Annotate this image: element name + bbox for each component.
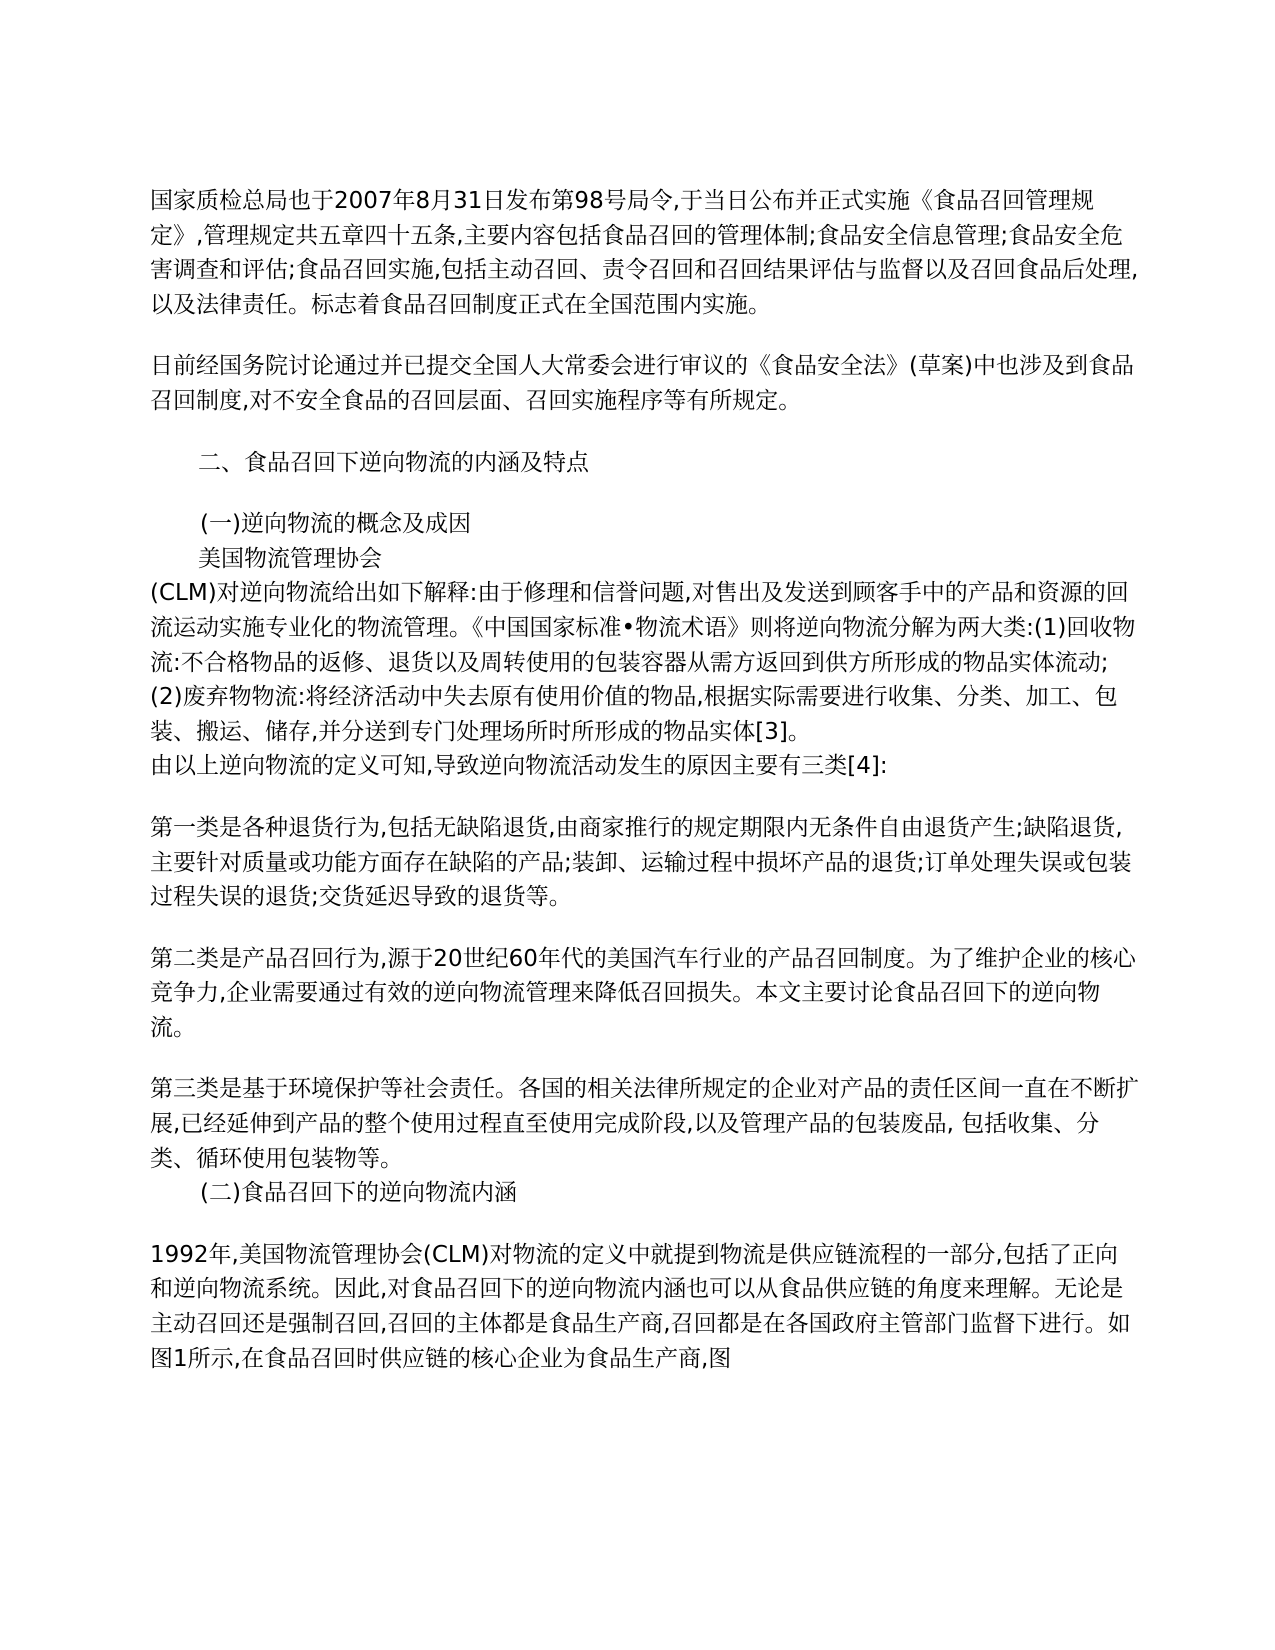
paragraph-gap (150, 419, 1140, 446)
paragraph-gap (150, 322, 1140, 349)
paragraph-supply-chain: 1992年,美国物流管理协会(CLM)对物流的定义中就提到物流是供应链流程的一部分,包括了正向和逆向物流系统。因此,对食品召回下的逆向物流内涵也可以从食品供应链的角度来理解。无论是主动召回还是强制召回,召回的主体都是食品生产商,召回都是在各国政府主管部门监督下进行。如图1所示,在食品召回时供应链的核心企业为食品生产商,图 (150, 1241, 1131, 1372)
paragraph-food-safety-law: 日前经国务院讨论通过并已提交全国人大常委会进行审议的《食品安全法》(草案)中也涉及到食品召回制度,对不安全食品的召回层面、召回实施程序等有所规定。 (150, 353, 1134, 414)
paragraph-causes-intro: 由以上逆向物流的定义可知,导致逆向物流活动发生的原因主要有三类[4]: (150, 753, 888, 780)
paragraph-gap (150, 1045, 1140, 1072)
subsection-heading-2-1: (一)逆向物流的概念及成因 (200, 511, 471, 538)
paragraph-gap (150, 915, 1140, 942)
paragraph-regulation: 国家质检总局也于2007年8月31日发布第98号局令,于当日公布并正式实施《食品召回管理规定》,管理规定共五章四十五条,主要内容包括食品召回的管理体制;食品安全信息管理;食品安全危害调查和评估;食品召回实施,包括主动召回、责令召回和召回结果评估与监督以及召回食品后处理,以及法律责任。标志着食品召回制度正式在全国范围内实施。 (150, 188, 1139, 318)
paragraph-cause-environment: 第三类是基于环境保护等社会责任。各国的相关法律所规定的企业对产品的责任区间一直在不断扩展,已经延伸到产品的整个使用过程直至使用完成阶段,以及管理产品的包装废品, 包括收集、分类、循环使用包装物等。 (150, 1076, 1139, 1172)
section-heading-2: 二、食品召回下逆向物流的内涵及特点 (198, 449, 589, 476)
paragraph-reverse-logistics-definition: (CLM)对逆向物流给出如下解释:由于修理和信誉问题,对售出及发送到顾客手中的产品和资源的回流运动实施专业化的物流管理。《中国国家标准•物流术语》则将逆向物流分解为两大类:(1)回收物流:不合格物品的返修、退货以及周转使用的包装容器从需方返回到供方所形成的物品实体流动;(2)废弃物物流:将经济活动中失去原有使用价值的物品,根据实际需要进行收集、分类、加工、包装、搬运、储存,并分送到专门处理场所时所形成的物品实体[3]。 (150, 580, 1136, 745)
paragraph-gap (150, 784, 1140, 811)
paragraph-cause-returns: 第一类是各种退货行为,包括无缺陷退货,由商家推行的规定期限内无条件自由退货产生;缺陷退货,主要针对质量或功能方面存在缺陷的产品;装卸、运输过程中损坏产品的退货;订单处理失误或包装过程失误的退货;交货延迟导致的退货等。 (150, 814, 1132, 911)
paragraph-cause-recall: 第二类是产品召回行为,源于20世纪60年代的美国汽车行业的产品召回制度。为了维护企业的核心竞争力,企业需要通过有效的逆向物流管理来降低召回损失。本文主要讨论食品召回下的逆向物流。 (150, 945, 1136, 1041)
paragraph-gap (150, 1211, 1140, 1238)
paragraph-gap (150, 480, 1140, 507)
document-body (150, 184, 1140, 1376)
subsection-heading-2-2: (二)食品召回下的逆向物流内涵 (200, 1180, 517, 1207)
paragraph-clm-lead: 美国物流管理协会 (198, 545, 382, 572)
